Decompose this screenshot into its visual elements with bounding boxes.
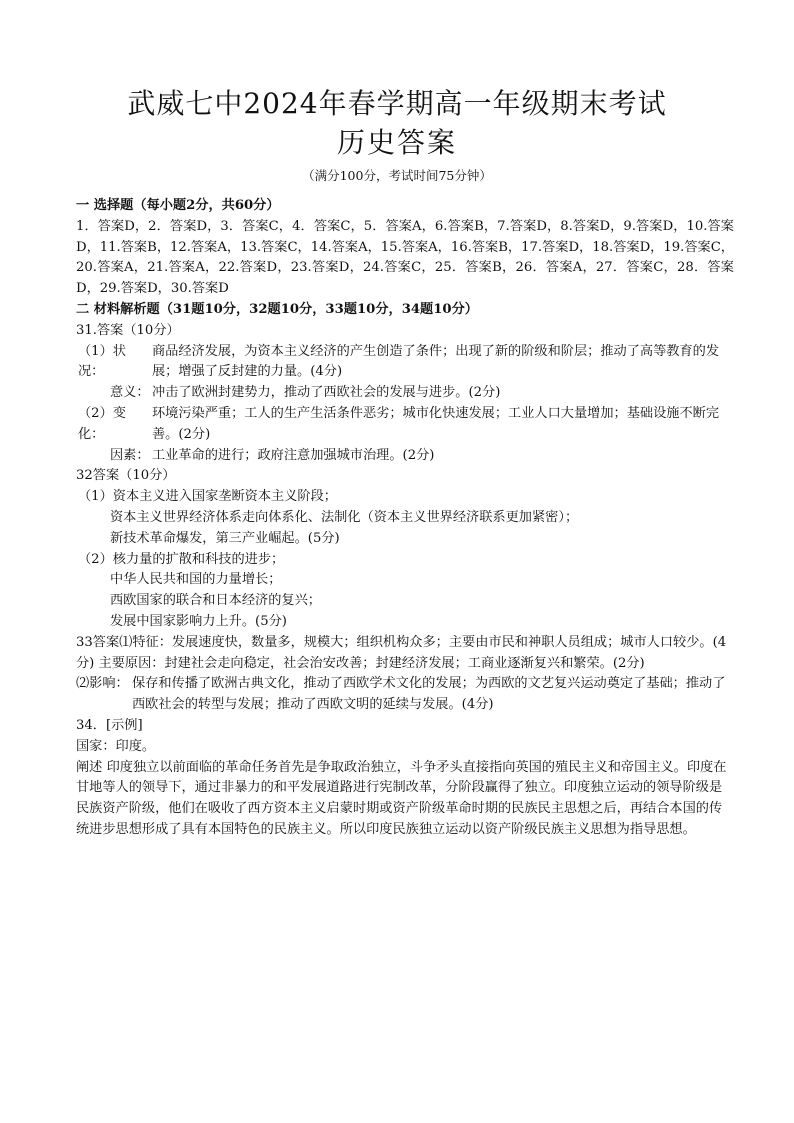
q31-heading: 31.答案（10分） (76, 322, 180, 338)
q32-part2 (76, 550, 734, 571)
exam-note: （满分100分，考试时间75分钟） (302, 168, 492, 183)
q32-part1 (76, 487, 734, 508)
q31-part1-text: 商品经济发展，为资本主义经济的产生创造了条件；出现了新的阶级和阶层；推动了高等教育的发展；增强了反封建的力量。(4分) (152, 343, 720, 380)
q32-heading: 32答案（10分） (76, 468, 176, 484)
exam-subtitle: 历史答案 (336, 126, 457, 159)
q31-part2-text: 环境污染严重；工人的生产生活条件恶劣；城市化快速发展；工业人口大量增加；基础设施不断完善。(2分) (152, 405, 720, 442)
q32-part2-line: 发展中国家影响力上升。(5分) (110, 613, 287, 629)
section2-heading: 二 材料解析题（31题10分，32题10分，33题10分，34题10分） (76, 301, 478, 317)
answer-content (76, 196, 734, 841)
q34-text: 阐述 印度独立以前面临的革命任务首先是争取政治独立，斗争矛头直接指向英国的殖民主义和帝国主义。印度在甘地等人的领导下，通过非暴力的和平发展道路进行宪制改革，分阶段赢得了独立。印度独立运动的领导阶级是民族资产阶级，他们在吸收了西方资本主义启蒙时期或资产阶级革命时期的民族民主思想之后，再结合本国的传统进步思想形成了具有本国特色的民族主义。所以印度民族独立运动以资产阶级民族主义思想为指导思想。 (76, 759, 727, 837)
q32-part2-line: 中华人民共和国的力量增长； (110, 572, 282, 588)
q32-part1-line: 资本主义进入国家垄断资本主义阶段； (112, 489, 337, 505)
multiple-choice-answers: 1．答案D，2．答案D，3．答案C，4．答案C，5．答案A，6.答案B，7.答案D，8.答案D，9.答案D，10.答案D，11.答案B，12.答案A，13.答案C，14.答案A，15.答案A，16.答案B，17.答案D，18.答案D，19.答案C，20.答案A，21.答案A，22.答案D，23.答案D，24.答案C，25．答案B，26．答案A，27．答案C，28．答案D，29.答案D，30.答案D (76, 218, 734, 297)
q31-part1-label: （1）状况： (78, 343, 126, 380)
q34-country: 国家：印度。 (76, 738, 156, 754)
exam-title: 武威七中2024年春学期高一年级期末考试 (127, 87, 667, 120)
q31-part1b-text: 冲击了欧洲封建势力，推动了西欧社会的发展与进步。(2分) (152, 385, 501, 401)
q32-part2-line: 核力量的扩散和科技的进步； (112, 551, 285, 567)
q32-part2-lines (113, 550, 734, 571)
q32-part1-lines (113, 487, 734, 508)
q31-part2b-text: 工业革命的进行；政府注意加强城市治理。(2分) (152, 447, 435, 463)
q33-part1: 33答案⑴特征：发展速度快，数量多，规模大；组织机构众多；主要由市民和神职人员组成；城市人口较少。(4分) 主要原因：封建社会走向稳定，社会治安改善；封建经济发展；工商业逐渐复兴和繁荣。(2分) (76, 634, 727, 671)
q32-part2-label: （2） (78, 551, 113, 567)
q31-part1b-label: 意义： (110, 385, 150, 401)
q31-part1b (76, 383, 734, 404)
section1-heading: 一 选择题（每小题2分，共60分） (76, 198, 280, 213)
q32-part1-line: 资本主义世界经济体系走向体系化、法制化（资本主义世界经济联系更加紧密）； (110, 509, 579, 525)
q31-part2 (76, 404, 734, 446)
q34-heading: 34．[示例] (76, 717, 143, 733)
q33-part2-text: 保存和传播了欧洲古典文化，推动了西欧学术文化的发展；为西欧的文艺复兴运动奠定了基础；推动了西欧社会的转型与发展；推动了西欧文明的延续与发展。(4分) (132, 676, 726, 713)
q32-part1-label: （1） (78, 489, 113, 505)
q31-part1 (76, 342, 734, 384)
q31-part2b (76, 446, 734, 467)
q31-part2b-label: 因素： (110, 447, 150, 463)
q31-part2-label: （2）变化： (78, 405, 126, 442)
q33-part2-label: ⑵影响： (76, 676, 129, 692)
q32-part1-line: 新技术革命爆发，第三产业崛起。(5分) (110, 530, 340, 546)
q33-part2 (76, 674, 734, 716)
q32-part2-line: 西欧国家的联合和日本经济的复兴； (110, 593, 321, 609)
